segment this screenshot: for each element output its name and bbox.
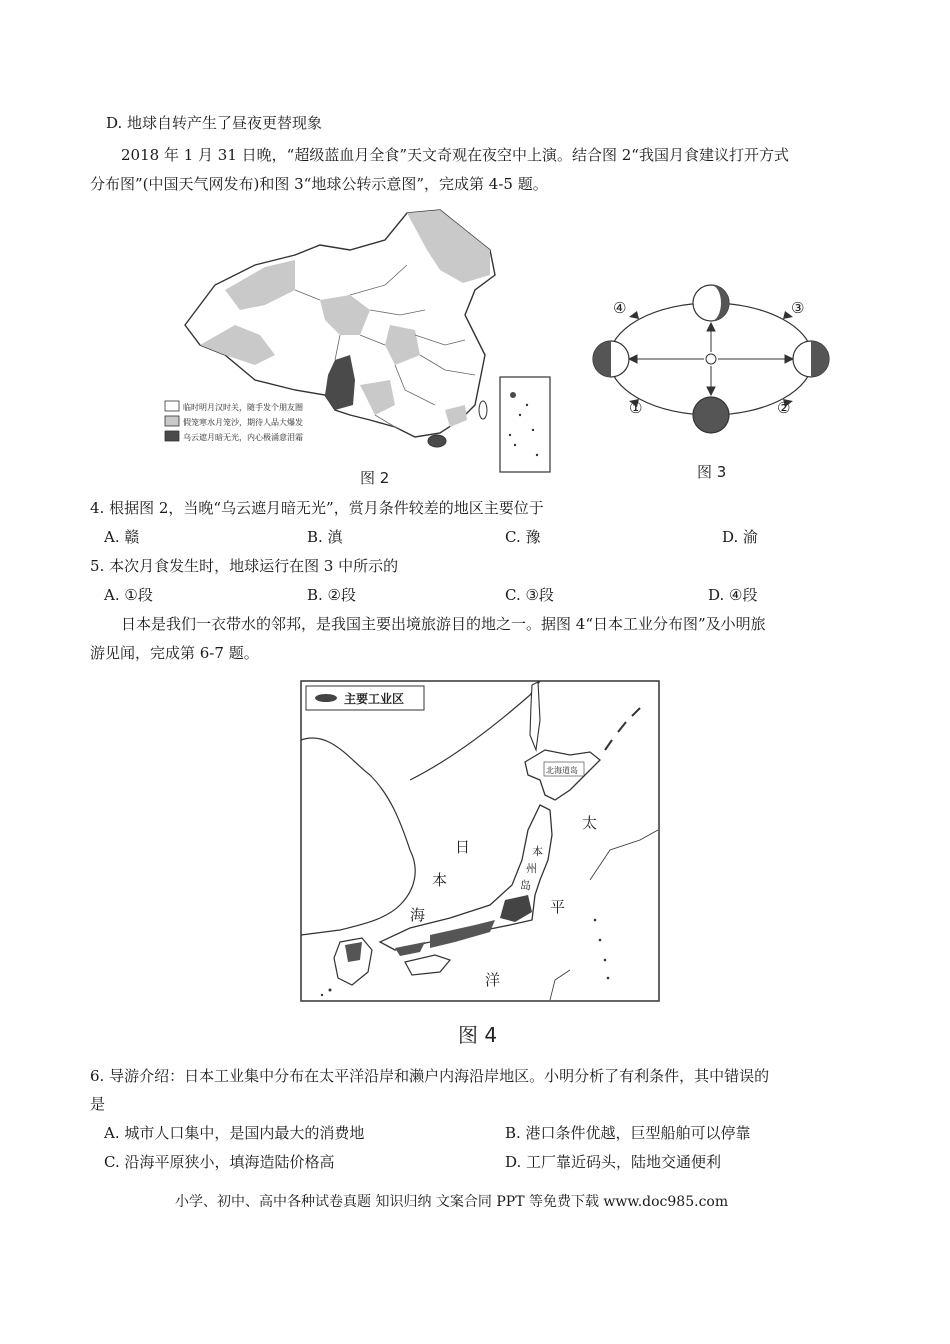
figure-3-caption: 图 3: [697, 463, 727, 481]
question-6-option-b[interactable]: B. 港口条件优越，巨型船舶可以停靠: [505, 1124, 751, 1142]
figure-4-caption: 图 4: [458, 1023, 498, 1047]
question-4-option-b[interactable]: B. 滇: [307, 528, 343, 546]
intro-paragraph-2-line-1: 日本是我们一衣带水的邻邦，是我国主要出境旅游目的地之一。据图 4“日本工业分布图”及小明旅: [121, 615, 766, 633]
segment-label-3: ③: [791, 299, 805, 317]
intro-paragraph-1-line-1: 2018 年 1 月 31 日晚，“超级蓝血月全食”天文奇观在夜空中上演。结合图 2“我国月食建议打开方式: [121, 146, 789, 164]
pacific-char-3: 洋: [485, 971, 501, 989]
option-d-line: D. 地球自转产生了昼夜更替现象: [106, 114, 323, 132]
honshu-char-2: 州: [526, 862, 537, 875]
question-6-option-d[interactable]: D. 工厂靠近码头，陆地交通便利: [505, 1153, 722, 1171]
question-4-option-d[interactable]: D. 渝: [722, 528, 759, 546]
question-6-option-c[interactable]: C. 沿海平原狭小，填海造陆价格高: [104, 1153, 335, 1171]
pacific-char-2: 平: [550, 898, 566, 916]
legend-swatch-light: [165, 401, 179, 411]
segment-label-2: ②: [777, 399, 791, 417]
honshu-char-3: 岛: [520, 879, 531, 892]
sea-of-japan-char-2: 本: [432, 871, 448, 889]
legend-label-light: 临时明月汉时关，随手发个朋友圈: [183, 403, 303, 412]
segment-label-1: ①: [629, 399, 643, 417]
question-5-option-b[interactable]: B. ②段: [307, 586, 357, 604]
fig4-legend-label: 主要工业区: [344, 692, 405, 706]
legend-swatch-dark: [165, 431, 179, 441]
legend-label-medium: 假笼寒水月笼沙，期待人品大爆发: [183, 418, 303, 427]
question-5-option-d[interactable]: D. ④段: [708, 586, 758, 604]
intro-paragraph-1-line-2: 分布图”(中国天气网发布)和图 3“地球公转示意图”，完成第 4-5 题。: [90, 175, 548, 193]
figure-2-china-map: [145, 205, 555, 495]
question-6-option-a[interactable]: A. 城市人口集中，是国内最大的消费地: [104, 1124, 365, 1142]
figure-4-japan-map: [300, 680, 662, 1050]
fig4-legend-swatch: [315, 694, 337, 702]
question-4-stem: 4. 根据图 2，当晚“乌云遮月暗无光”，赏月条件较差的地区主要位于: [90, 499, 544, 517]
figure-3-earth-revolution: [585, 283, 835, 483]
honshu-char-1: 本: [532, 845, 543, 858]
question-5-option-a[interactable]: A. ①段: [104, 586, 153, 604]
figure-2-caption: 图 2: [360, 469, 390, 487]
question-6-stem-line-2: 是: [90, 1095, 106, 1113]
question-5-option-c[interactable]: C. ③段: [505, 586, 554, 604]
segment-label-4: ④: [613, 299, 627, 317]
pacific-char-1: 太: [582, 814, 598, 832]
question-5-stem: 5. 本次月食发生时，地球运行在图 3 中所示的: [90, 557, 399, 575]
question-4-option-a[interactable]: A. 赣: [104, 528, 140, 546]
sea-of-japan-char-3: 海: [410, 906, 426, 924]
question-4-option-c[interactable]: C. 豫: [505, 528, 541, 546]
page-footer: 小学、初中、高中各种试卷真题 知识归纳 文案合同 PPT 等免费下载 www.doc985.com: [175, 1194, 729, 1210]
intro-paragraph-2-line-2: 游见闻，完成第 6-7 题。: [90, 644, 259, 662]
sea-of-japan-char-1: 日: [455, 838, 471, 856]
question-6-stem-line-1: 6. 导游介绍：日本工业集中分布在太平洋沿岸和濑户内海沿岸地区。小明分析了有利条件，其中错误的: [90, 1067, 770, 1085]
legend-swatch-medium: [165, 416, 179, 426]
hokkaido-label: 北海道岛: [546, 766, 578, 775]
legend-label-dark: 乌云遮月暗无光，内心极涌意泪霜: [183, 433, 303, 442]
